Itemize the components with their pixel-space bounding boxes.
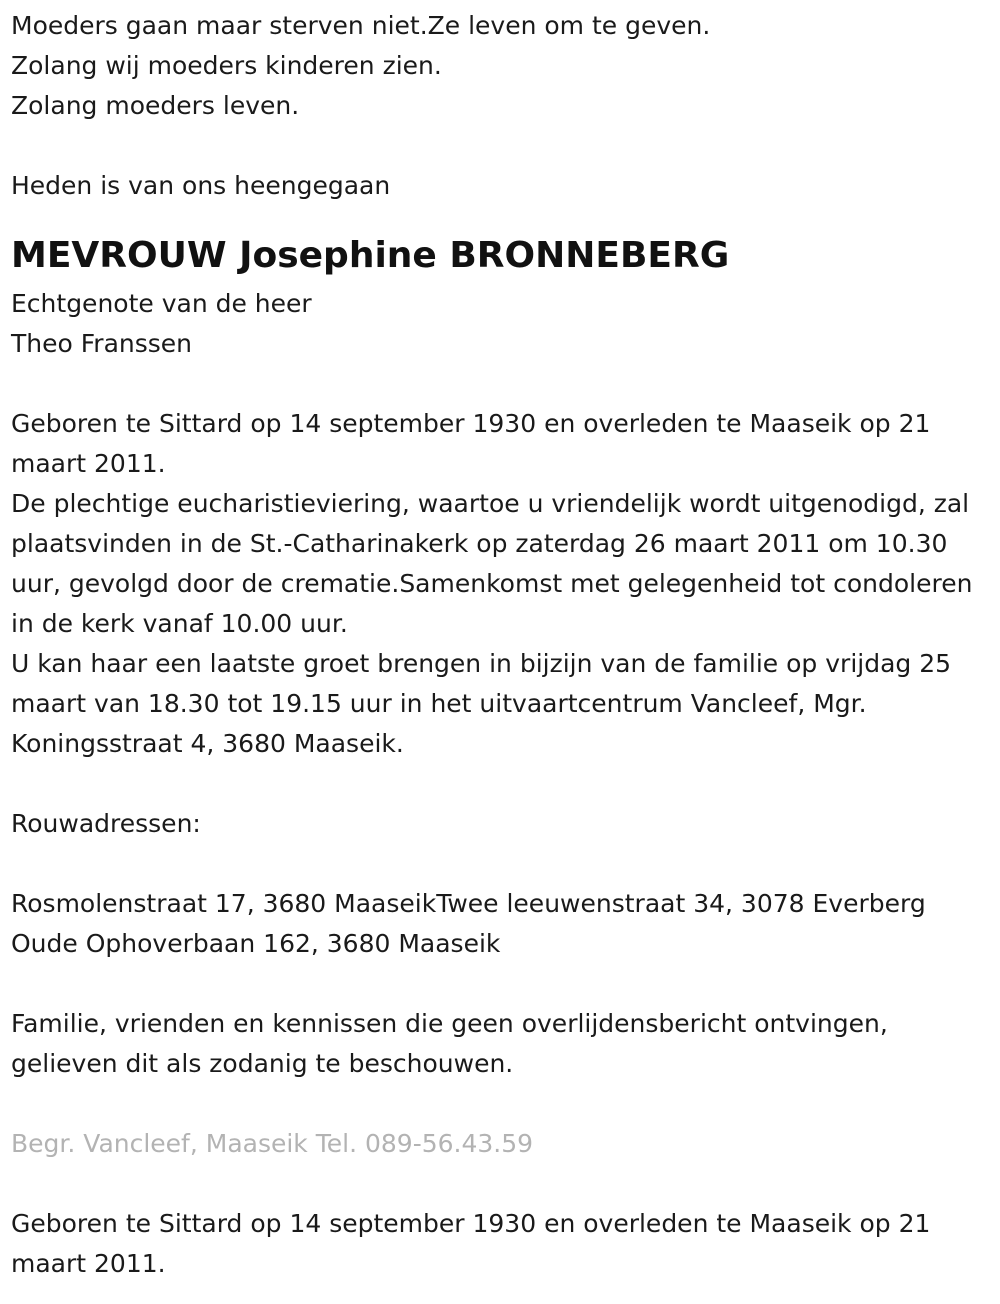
obituary-document [11, 6, 996, 1284]
ceremony-paragraph: De plechtige eucharistieviering, waartoe u vriendelijk wordt uitgenodigd, zal plaatsvinden in de St.-Catharinakerk op zaterdag 26 maart 2011 om 10.30 uur, gevolgd door de crematie.Samenkomst met gelegenheid tot condoleren in de kerk vanaf 10.00 uur. [11, 489, 973, 638]
poem-line-1: Moeders gaan maar sterven niet.Ze leven om te geven. [11, 11, 711, 40]
spacer [11, 844, 996, 884]
address-line-1: Rosmolenstraat 17, 3680 MaaseikTwee leeuwenstraat 34, 3078 Everberg [11, 889, 926, 918]
poem-line-3: Zolang moeders leven. [11, 91, 300, 120]
farewell-paragraph: U kan haar een laatste groet brengen in bijzijn van de familie op vrijdag 25 maart van 18.30 tot 19.15 uur in het uitvaartcentrum Vancleef, Mgr. Koningsstraat 4, 3680 Maaseik. [11, 649, 952, 758]
birth-death-repeat-paragraph: Geboren te Sittard op 14 september 1930 en overleden te Maaseik op 21 maart 2011. [11, 1209, 931, 1278]
deceased-name: MEVROUW Josephine BRONNEBERG [11, 235, 730, 276]
birth-death-paragraph: Geboren te Sittard op 14 september 1930 en overleden te Maaseik op 21 maart 2011. [11, 409, 931, 478]
relation-text: Echtgenote van de heer [11, 289, 312, 318]
spouse-name: Theo Franssen [11, 329, 193, 358]
spacer [11, 764, 996, 804]
addresses-heading: Rouwadressen: [11, 809, 201, 838]
spacer [11, 126, 996, 166]
intro-text: Heden is van ons heengegaan [11, 171, 391, 200]
spacer [11, 964, 996, 1004]
poem-line-2: Zolang wij moeders kinderen zien. [11, 51, 442, 80]
spacer [11, 1084, 996, 1124]
spacer [11, 1164, 996, 1204]
spacer [11, 364, 996, 404]
notice-paragraph: Familie, vrienden en kennissen die geen overlijdensbericht ontvingen, gelieven dit als zodanig te beschouwen. [11, 1009, 888, 1078]
address-line-2: Oude Ophoverbaan 162, 3680 Maaseik [11, 929, 501, 958]
undertaker-contact: Begr. Vancleef, Maaseik Tel. 089-56.43.59 [11, 1129, 534, 1158]
